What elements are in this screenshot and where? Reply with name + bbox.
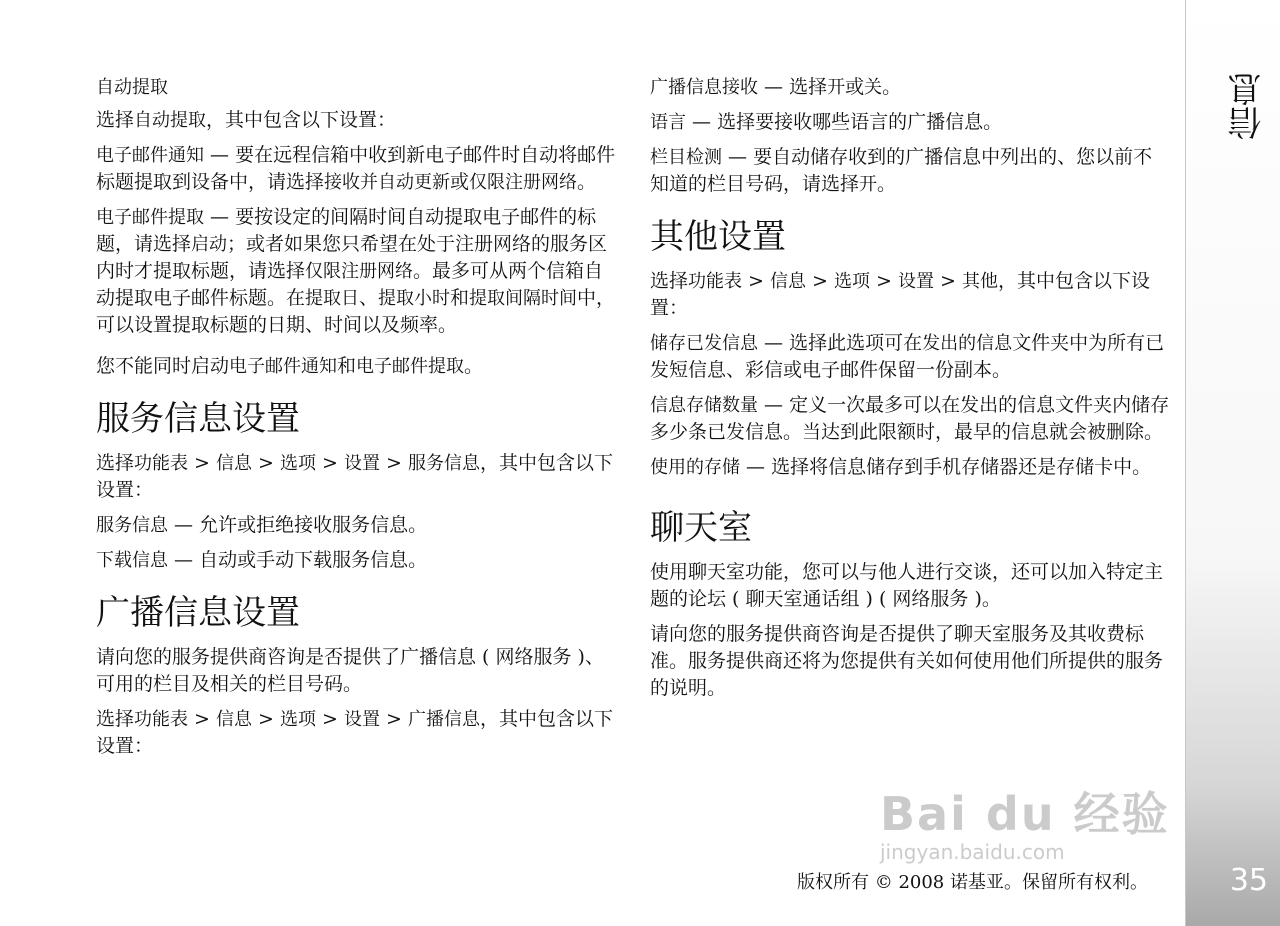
copyright-footer: 版权所有 © 2008 诺基亚。保留所有权利。: [797, 872, 1148, 893]
page-number: 35: [1229, 863, 1268, 898]
left-column: [96, 74, 616, 768]
service-heading: 服务信息设置: [96, 399, 300, 439]
service-path: 选择功能表 > 信息 > 选项 > 设置 > 服务信息，其中包含以下设置：: [96, 452, 614, 501]
service-msg-setting: 服务信息 — 允许或拒绝接收服务信息。: [96, 514, 428, 536]
other-heading: 其他设置: [650, 217, 786, 257]
right-column: [650, 74, 1170, 710]
cannot-both-note: 您不能同时启动电子邮件通知和电子邮件提取。: [96, 355, 484, 377]
broadcast-intro: 请向您的服务提供商咨询是否提供了广播信息 ( 网络服务 )、可用的栏目及相关的栏目号码。: [96, 646, 604, 695]
chapter-title: 信息: [1228, 72, 1268, 140]
watermark-logo: Bai du 经验: [880, 787, 1170, 841]
topic-detect-setting: 栏目检测 — 要自动储存收到的广播信息中列出的、您以前不知道的栏目号码，请选择开。: [650, 146, 1153, 195]
message-count-setting: 信息存储数量 — 定义一次最多可以在发出的信息文件夹内储存多少条已发信息。当达到此限额时，最早的信息就会被删除。: [650, 394, 1170, 443]
email-fetch-setting: 电子邮件提取 — 要按设定的间隔时间自动提取电子邮件的标题，请选择启动；或者如果您只希望在处于注册网络的服务区内时才提取标题，请选择仅限注册网络。最多可从两个信箱自动提取电子邮件标题。在提取日、提取小时和提取间隔时间中，可以设置提取标题的日期、时间以及频率。: [96, 206, 616, 336]
auto-fetch-title: 自动提取: [96, 77, 168, 98]
email-notice-setting: 电子邮件通知 — 要在远程信箱中收到新电子邮件时自动将邮件标题提取到设备中，请选择接收并自动更新或仅限注册网络。: [96, 144, 616, 193]
memory-setting: 使用的存储 — 选择将信息储存到手机存储器还是存储卡中。: [650, 456, 1152, 478]
chapter-sidebar: [1185, 0, 1280, 926]
auto-fetch-intro: 选择自动提取，其中包含以下设置：: [96, 109, 397, 131]
chat-intro: 使用聊天室功能，您可以与他人进行交谈，还可以加入特定主题的论坛 ( 聊天室通话组 ) ( 网络服务 )。: [650, 561, 1164, 610]
baidu-watermark: [880, 778, 1180, 868]
broadcast-heading: 广播信息设置: [96, 593, 300, 633]
broadcast-path: 选择功能表 > 信息 > 选项 > 设置 > 广播信息，其中包含以下设置：: [96, 708, 614, 757]
broadcast-receive-setting: 广播信息接收 — 选择开或关。: [650, 76, 902, 98]
chat-heading: 聊天室: [650, 508, 752, 548]
watermark-url: jingyan.baidu.com: [880, 840, 1065, 864]
chat-provider-note: 请向您的服务提供商咨询是否提供了聊天室服务及其收费标准。服务提供商还将为您提供有关如何使用他们所提供的服务的说明。: [650, 623, 1164, 699]
download-msg-setting: 下载信息 — 自动或手动下载服务信息。: [96, 549, 428, 571]
save-sent-setting: 储存已发信息 — 选择此选项可在发出的信息文件夹中为所有已发短信息、彩信或电子邮件保留一份副本。: [650, 332, 1165, 381]
language-setting: 语言 — 选择要接收哪些语言的广播信息。: [650, 111, 1003, 133]
other-path: 选择功能表 > 信息 > 选项 > 设置 > 其他，其中包含以下设置：: [650, 270, 1151, 319]
